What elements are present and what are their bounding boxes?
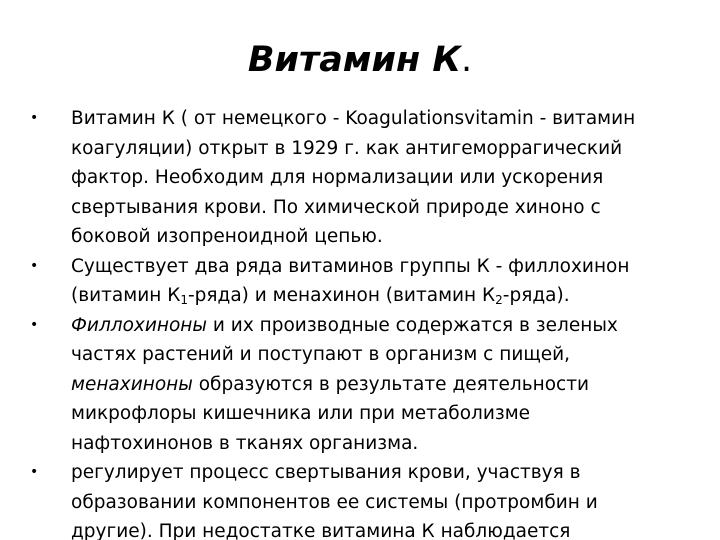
bullet-1-line-5: боковой изопреноидной цепью. [71,226,383,247]
bullet-3-line-3 [71,370,698,400]
bullet-marker: • [30,316,39,333]
bullet-marker: • [30,257,39,274]
bullet-marker: • [30,110,39,126]
bullet-3-line-4: микрофлоры кишечника или при метаболизме [71,403,531,424]
bullet-item-3 [28,311,698,459]
term-menaquinones: менахиноны [71,373,193,395]
bullet-item-1 [28,104,698,252]
bullet-3-text-1: и их производные содержатся в зеленых [207,314,618,336]
bullet-2-text-a: (витамин К [71,285,181,306]
subscript-1: 1 [180,293,188,307]
bullet-3-line-1 [71,311,698,341]
bullet-2-line-1: Существует два ряда витаминов группы К - филлохинон [71,255,630,277]
bullet-4-line-2: образовании компонентов ее системы (протромбин и [71,491,598,513]
title-text: Витамин К [247,40,462,80]
bullet-3-line-2: частях растений и поступают в организм с пищей, [71,344,571,365]
bullet-4-line-3: другие). При недостатке витамина К наблюдается [71,521,571,540]
bullet-item-2 [28,252,698,311]
bullet-marker: • [30,464,39,480]
bullet-4-line-1: регулирует процесс свертывания крови, участвуя в [71,462,581,483]
term-phylloquinones: Филлохиноны [71,314,208,336]
bullet-item-4 [28,458,698,540]
subscript-2: 2 [495,293,503,307]
bullet-1-line-1: Витамин К ( от немецкого - Koagulationsvitamin - витамин [71,108,636,129]
bullet-3-line-5: нафтохинонов в тканях организма. [71,432,419,454]
bullet-3-text-3: образуются в результате деятельности [192,373,590,395]
bullet-2-text-c: -ряда). [502,285,570,306]
bullet-1-line-4: свертывания крови. По химической природе хиноно с [71,196,601,218]
bullet-2-text-b: -ряда) и менахинон (витамин К [188,285,496,306]
slide-body [28,104,698,540]
bullet-1-line-3: фактор. Необходим для нормализации или ускорения [71,167,604,188]
slide-title [0,38,720,82]
bullet-2-line-2 [71,281,698,311]
bullet-1-line-2: коагуляции) открыт в 1929 г. как антигеморрагический [71,137,623,159]
title-period: . [461,40,473,80]
